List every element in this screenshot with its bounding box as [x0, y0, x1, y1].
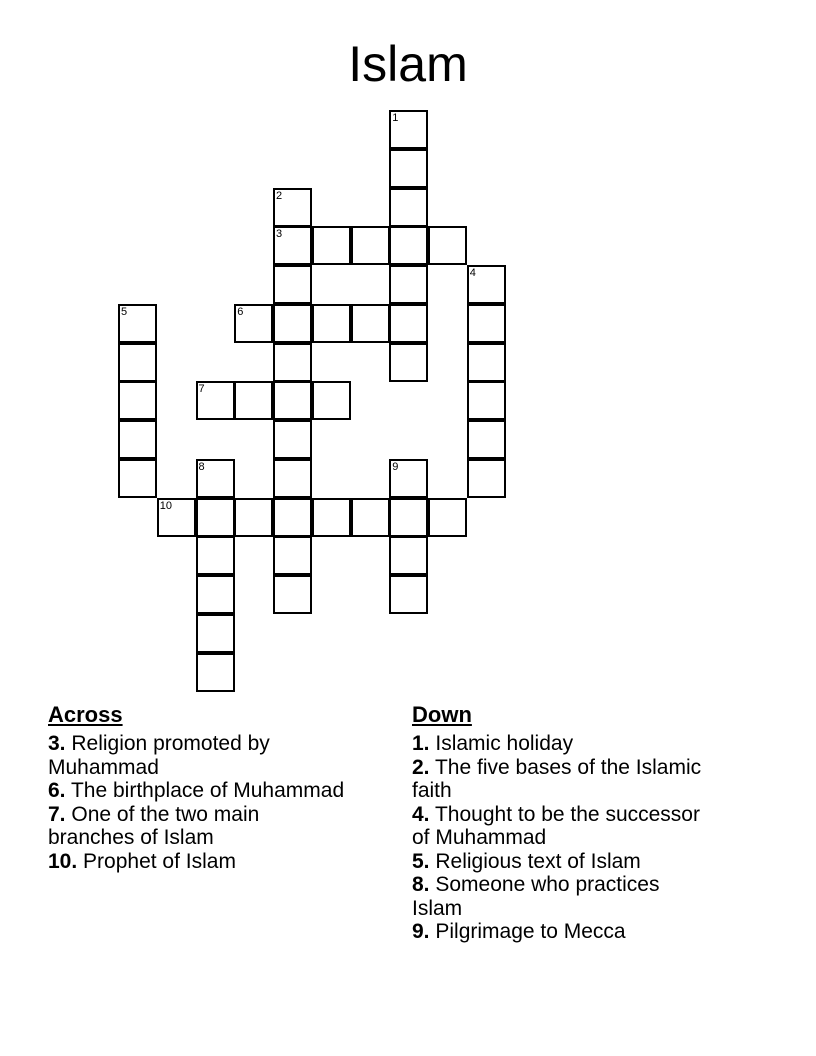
grid-cell[interactable]: [273, 304, 312, 343]
cell-number: 7: [198, 383, 205, 396]
down-heading: Down: [412, 702, 472, 727]
cell-number: 4: [469, 267, 476, 279]
grid-cell[interactable]: [389, 304, 428, 343]
clue-number: 5.: [412, 849, 430, 873]
cell-number: 3: [276, 228, 283, 241]
down-clue: [412, 803, 712, 850]
grid-cell[interactable]: [196, 536, 235, 575]
grid-cell[interactable]: [273, 575, 312, 614]
clue-text: Pilgrimage to Mecca: [435, 920, 626, 943]
grid-cell[interactable]: [118, 459, 157, 498]
down-clue: [412, 732, 712, 756]
across-clue: [48, 779, 348, 803]
grid-cell[interactable]: [157, 498, 196, 537]
clue-text: Islamic holiday: [435, 732, 574, 755]
grid-cell[interactable]: [467, 459, 506, 498]
grid-cell[interactable]: [467, 420, 506, 459]
grid-cell[interactable]: [351, 304, 390, 343]
clue-number: 9.: [412, 920, 430, 943]
cell-number: 5: [121, 305, 128, 318]
down-clue-list: [412, 732, 712, 944]
cell-number: 2: [276, 189, 283, 202]
down-clue: [412, 756, 712, 803]
clue-text: One of the two main branches of Islam: [48, 802, 260, 849]
grid-cell[interactable]: [196, 498, 235, 537]
cell-number: 1: [392, 112, 399, 124]
down-clues: [412, 700, 712, 944]
grid-cell[interactable]: [351, 498, 390, 537]
grid-cell[interactable]: [389, 188, 428, 227]
across-clue: [48, 732, 348, 779]
down-clue: [412, 850, 712, 874]
grid-cell[interactable]: [467, 304, 506, 343]
grid-cell[interactable]: [196, 459, 235, 498]
clue-number: 7.: [48, 802, 66, 826]
grid-cell[interactable]: [118, 304, 157, 343]
grid-cell[interactable]: [467, 343, 506, 382]
cell-number: 10: [159, 499, 172, 512]
grid-cell[interactable]: [389, 265, 428, 304]
grid-cell[interactable]: [389, 459, 428, 498]
grid-cell[interactable]: [273, 265, 312, 304]
grid-cell[interactable]: [273, 536, 312, 575]
grid-cell[interactable]: [389, 536, 428, 575]
across-clue: [48, 803, 348, 850]
down-clue: [412, 920, 712, 944]
clue-number: 10.: [48, 849, 78, 873]
grid-cell[interactable]: [389, 575, 428, 614]
across-clues: [48, 700, 348, 873]
clue-text: Prophet of Islam: [83, 849, 236, 873]
grid-cell[interactable]: [234, 498, 273, 537]
across-clue: [48, 850, 348, 874]
grid-cell[interactable]: [389, 110, 428, 149]
clue-text: The birthplace of Muhammad: [70, 779, 345, 802]
grid-cell[interactable]: [312, 498, 351, 537]
grid-cell[interactable]: [196, 381, 235, 420]
grid-cell[interactable]: [196, 614, 235, 653]
grid-cell[interactable]: [389, 343, 428, 382]
grid-cell[interactable]: [467, 381, 506, 420]
clue-text: Thought to be the successor of Muhammad: [412, 802, 700, 849]
grid-cell[interactable]: [273, 459, 312, 498]
grid-cell[interactable]: [196, 575, 235, 614]
grid-cell[interactable]: [428, 226, 467, 265]
grid-cell[interactable]: [389, 226, 428, 265]
grid-cell[interactable]: [467, 265, 506, 304]
grid-cell[interactable]: [273, 498, 312, 537]
grid-cell[interactable]: [273, 226, 312, 265]
cell-number: 8: [198, 460, 205, 473]
cell-number: 9: [392, 460, 399, 473]
clue-number: 3.: [48, 732, 66, 755]
grid-cell[interactable]: [273, 381, 312, 420]
grid-cell[interactable]: [118, 381, 157, 420]
grid-cell[interactable]: [389, 149, 428, 188]
grid-cell[interactable]: [273, 420, 312, 459]
grid-cell[interactable]: [428, 498, 467, 537]
grid-cell[interactable]: [273, 343, 312, 382]
page-title: Islam: [348, 36, 468, 92]
grid-cell[interactable]: [234, 304, 273, 343]
grid-cell[interactable]: [389, 498, 428, 537]
clue-text: Religion promoted by Muhammad: [48, 732, 270, 779]
clue-text: Religious text of Islam: [435, 849, 641, 873]
grid-cell[interactable]: [118, 420, 157, 459]
clue-number: 6.: [48, 779, 66, 802]
across-clue-list: [48, 732, 348, 873]
grid-cell[interactable]: [273, 188, 312, 227]
cell-number: 6: [237, 305, 244, 318]
across-heading: Across: [48, 702, 123, 727]
grid-cell[interactable]: [118, 343, 157, 382]
clue-number: 1.: [412, 732, 430, 755]
clue-number: 2.: [412, 755, 430, 779]
clue-number: 4.: [412, 802, 430, 826]
grid-cell[interactable]: [312, 226, 351, 265]
grid-cell[interactable]: [312, 304, 351, 343]
clue-number: 8.: [412, 873, 430, 896]
grid-cell[interactable]: [234, 381, 273, 420]
grid-cell[interactable]: [196, 653, 235, 692]
grid-cell[interactable]: [351, 226, 390, 265]
down-clue: [412, 873, 712, 920]
clue-text: Someone who practices Islam: [412, 873, 660, 920]
grid-cell[interactable]: [312, 381, 351, 420]
clue-text: The five bases of the Islamic faith: [412, 755, 702, 802]
